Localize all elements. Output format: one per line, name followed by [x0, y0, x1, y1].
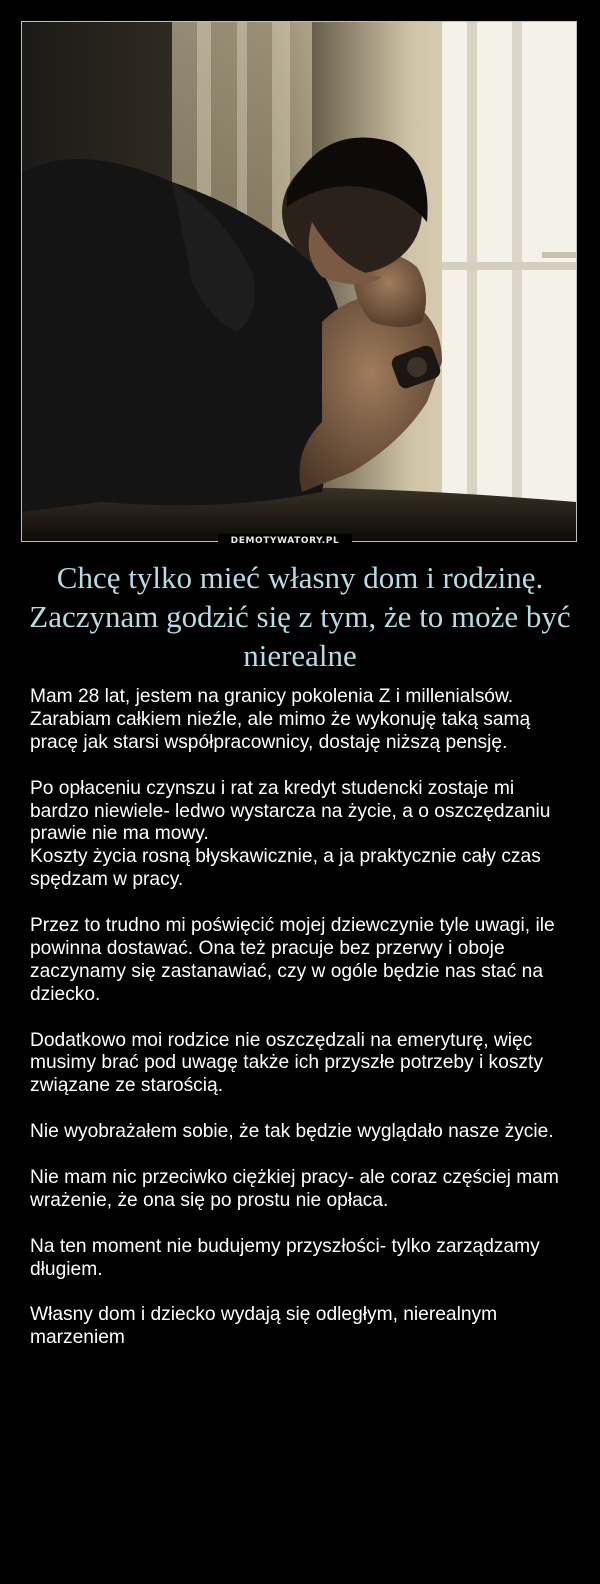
paragraph	[30, 1030, 575, 1099]
text-line: Nie mam nic przeciwko ciężkiej pracy- ale coraz częściej mam wrażenie, że ona się po prostu nie opłaca.	[30, 1166, 559, 1211]
paragraph	[30, 686, 575, 755]
post-title: Chcę tylko mieć własny dom i rodzinę. Zaczynam godzić się z tym, że to może być nierealne	[29, 560, 571, 673]
text-line: Nie wyobrażałem sobie, że tak będzie wyglądało nasze życie.	[30, 1121, 554, 1143]
photo	[21, 21, 577, 542]
paragraph	[30, 1236, 575, 1282]
text-line: Zarabiam całkiem nieźle, ale mimo że wykonuję taką samą pracę jak starsi współpracownicy, dostaję niższą pensję.	[30, 708, 531, 753]
text-line: Przez to trudno mi poświęcić mojej dziewczynie tyle uwagi, ile powinna dostawać. Ona też pracuje bez przerwy i oboje zaczynamy się zastanawiać, czy w ogóle będzie nas stać na dziecko.	[30, 915, 555, 1005]
text-line: Na ten moment nie budujemy przyszłości- tylko zarządzamy długiem.	[30, 1235, 540, 1280]
paragraph	[30, 778, 575, 893]
paragraph	[30, 1167, 575, 1213]
text-line: Po opłaceniu czynszu i rat za kredyt studencki zostaje mi bardzo niewiele- ledwo wystarcza na życie, a o oszczędzaniu prawie nie ma mowy.	[30, 777, 551, 845]
man-by-window-photo	[22, 22, 576, 541]
watermark-logo: DEMOTYWATORY.PL	[218, 534, 352, 548]
text-line: Mam 28 lat, jestem na granicy pokolenia Z i millenialsów.	[30, 686, 514, 707]
paragraph	[30, 915, 575, 1007]
text-line: Własny dom i dziecko wydają się odległym, nierealnym marzeniem	[30, 1304, 498, 1349]
text-line: Koszty życia rosną błyskawicznie, a ja praktycznie cały czas spędzam w pracy.	[30, 846, 541, 891]
paragraph	[30, 1121, 575, 1144]
text-line: Dodatkowo moi rodzice nie oszczędzali na emeryturę, więc musimy brać pod uwagę także ich przyszłe potrzeby i koszty związane ze starością.	[30, 1029, 543, 1097]
post-body	[30, 686, 575, 1350]
paragraph	[30, 1304, 575, 1350]
